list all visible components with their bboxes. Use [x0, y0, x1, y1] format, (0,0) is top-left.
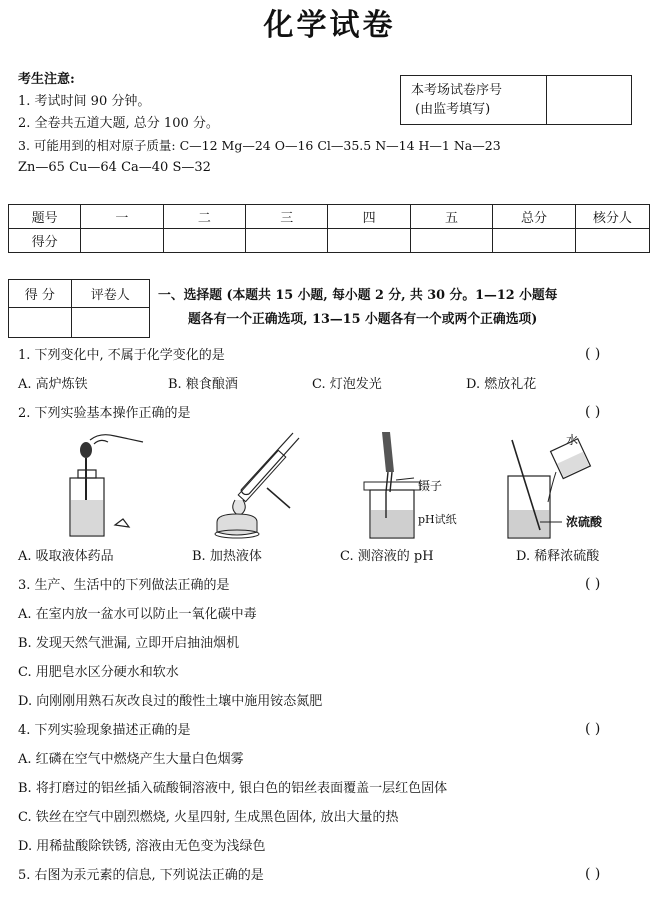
option: B. 粮食酿酒 — [168, 377, 238, 392]
notice-line: 1. 考试时间 90 分钟。 — [18, 94, 151, 109]
score-header-cell: 五 — [410, 205, 492, 229]
option: A. 红磷在空气中燃烧产生大量白色烟雾 — [18, 752, 244, 767]
grader-name-cell[interactable] — [71, 308, 149, 338]
page-title: 化学试卷 — [263, 8, 396, 43]
score-cell[interactable] — [246, 229, 328, 253]
option: D. 稀释浓硫酸 — [516, 549, 600, 564]
serial-number-box — [400, 75, 632, 125]
ph-paper-label: pH试纸 — [418, 513, 457, 526]
option: C. 铁丝在空气中剧烈燃烧, 火星四射, 生成黑色固体, 放出大量的热 — [18, 810, 399, 825]
tweezers-label: 镊子 — [418, 479, 443, 493]
water-label: 水 — [566, 433, 579, 447]
score-header-cell: 一 — [81, 205, 163, 229]
score-header-cell: 题号 — [9, 205, 81, 229]
score-header-cell: 总分 — [493, 205, 575, 229]
question-stem: 4. 下列实验现象描述正确的是 — [18, 723, 191, 738]
heating-liquid-figure — [195, 428, 305, 543]
option: A. 高炉炼铁 — [18, 377, 88, 392]
score-cell[interactable] — [328, 229, 410, 253]
option: B. 加热液体 — [192, 549, 262, 564]
answer-paren: ( ) — [585, 576, 601, 592]
score-cell[interactable] — [493, 229, 575, 253]
score-header-cell: 四 — [328, 205, 410, 229]
option: C. 用肥皂水区分硬水和软水 — [18, 665, 179, 680]
serial-box-label: 本考场试卷序号 — [411, 83, 503, 98]
score-cell[interactable] — [81, 229, 163, 253]
answer-paren: ( ) — [585, 346, 601, 362]
score-header-cell: 核分人 — [575, 205, 649, 229]
answer-paren: ( ) — [585, 721, 601, 737]
grader-name-label: 评卷人 — [71, 280, 149, 308]
score-row-label: 得分 — [9, 229, 81, 253]
notice-line: 2. 全卷共五道大题, 总分 100 分。 — [18, 116, 219, 131]
grader-score-label: 得 分 — [9, 280, 72, 308]
notice-line: 3. 可能用到的相对原子质量: C—12 Mg—24 O—16 Cl—35.5 N—14 H—1 Na—23 — [18, 138, 501, 153]
option: C. 测溶液的 pH — [340, 549, 434, 564]
answer-paren: ( ) — [585, 866, 601, 882]
score-table — [8, 204, 650, 253]
question-stem: 3. 生产、生活中的下列做法正确的是 — [18, 578, 230, 593]
section-heading: 一、选择题 (本题共 15 小题, 每小题 2 分, 共 30 分。1—12 小题每 — [158, 288, 558, 303]
option: D. 用稀盐酸除铁锈, 溶液由无色变为浅绿色 — [18, 839, 266, 854]
serial-box-note: (由监考填写) — [415, 102, 491, 117]
section-heading-cont: 题各有一个正确选项, 13—15 小题各有一个或两个正确选项) — [188, 312, 538, 327]
notice-heading: 考生注意: — [18, 72, 75, 87]
question-stem: 5. 右图为汞元素的信息, 下列说法正确的是 — [18, 868, 264, 883]
option: C. 灯泡发光 — [312, 377, 382, 392]
question-stem: 1. 下列变化中, 不属于化学变化的是 — [18, 348, 225, 363]
option: A. 吸取液体药品 — [18, 549, 114, 564]
score-cell[interactable] — [575, 229, 649, 253]
option: D. 燃放礼花 — [466, 377, 537, 392]
acid-label: 浓硫酸 — [566, 515, 603, 529]
score-header-cell: 二 — [163, 205, 245, 229]
dropper-bottle-figure — [60, 430, 150, 542]
grader-box — [8, 279, 150, 338]
notice-line: Zn—65 Cu—64 Ca—40 S—32 — [18, 160, 211, 175]
question-stem: 2. 下列实验基本操作正确的是 — [18, 406, 191, 421]
answer-paren: ( ) — [585, 404, 601, 420]
option: B. 将打磨过的铝丝插入硫酸铜溶液中, 银白色的铝丝表面覆盖一层红色固体 — [18, 781, 448, 796]
score-header-cell: 三 — [246, 205, 328, 229]
option: A. 在室内放一盆水可以防止一氧化碳中毒 — [18, 607, 257, 622]
option: D. 向刚刚用熟石灰改良过的酸性土壤中施用铵态氮肥 — [18, 694, 323, 709]
score-cell[interactable] — [163, 229, 245, 253]
option: B. 发现天然气泄漏, 立即开启抽油烟机 — [18, 636, 240, 651]
score-cell[interactable] — [410, 229, 492, 253]
grader-score-cell[interactable] — [9, 308, 72, 338]
